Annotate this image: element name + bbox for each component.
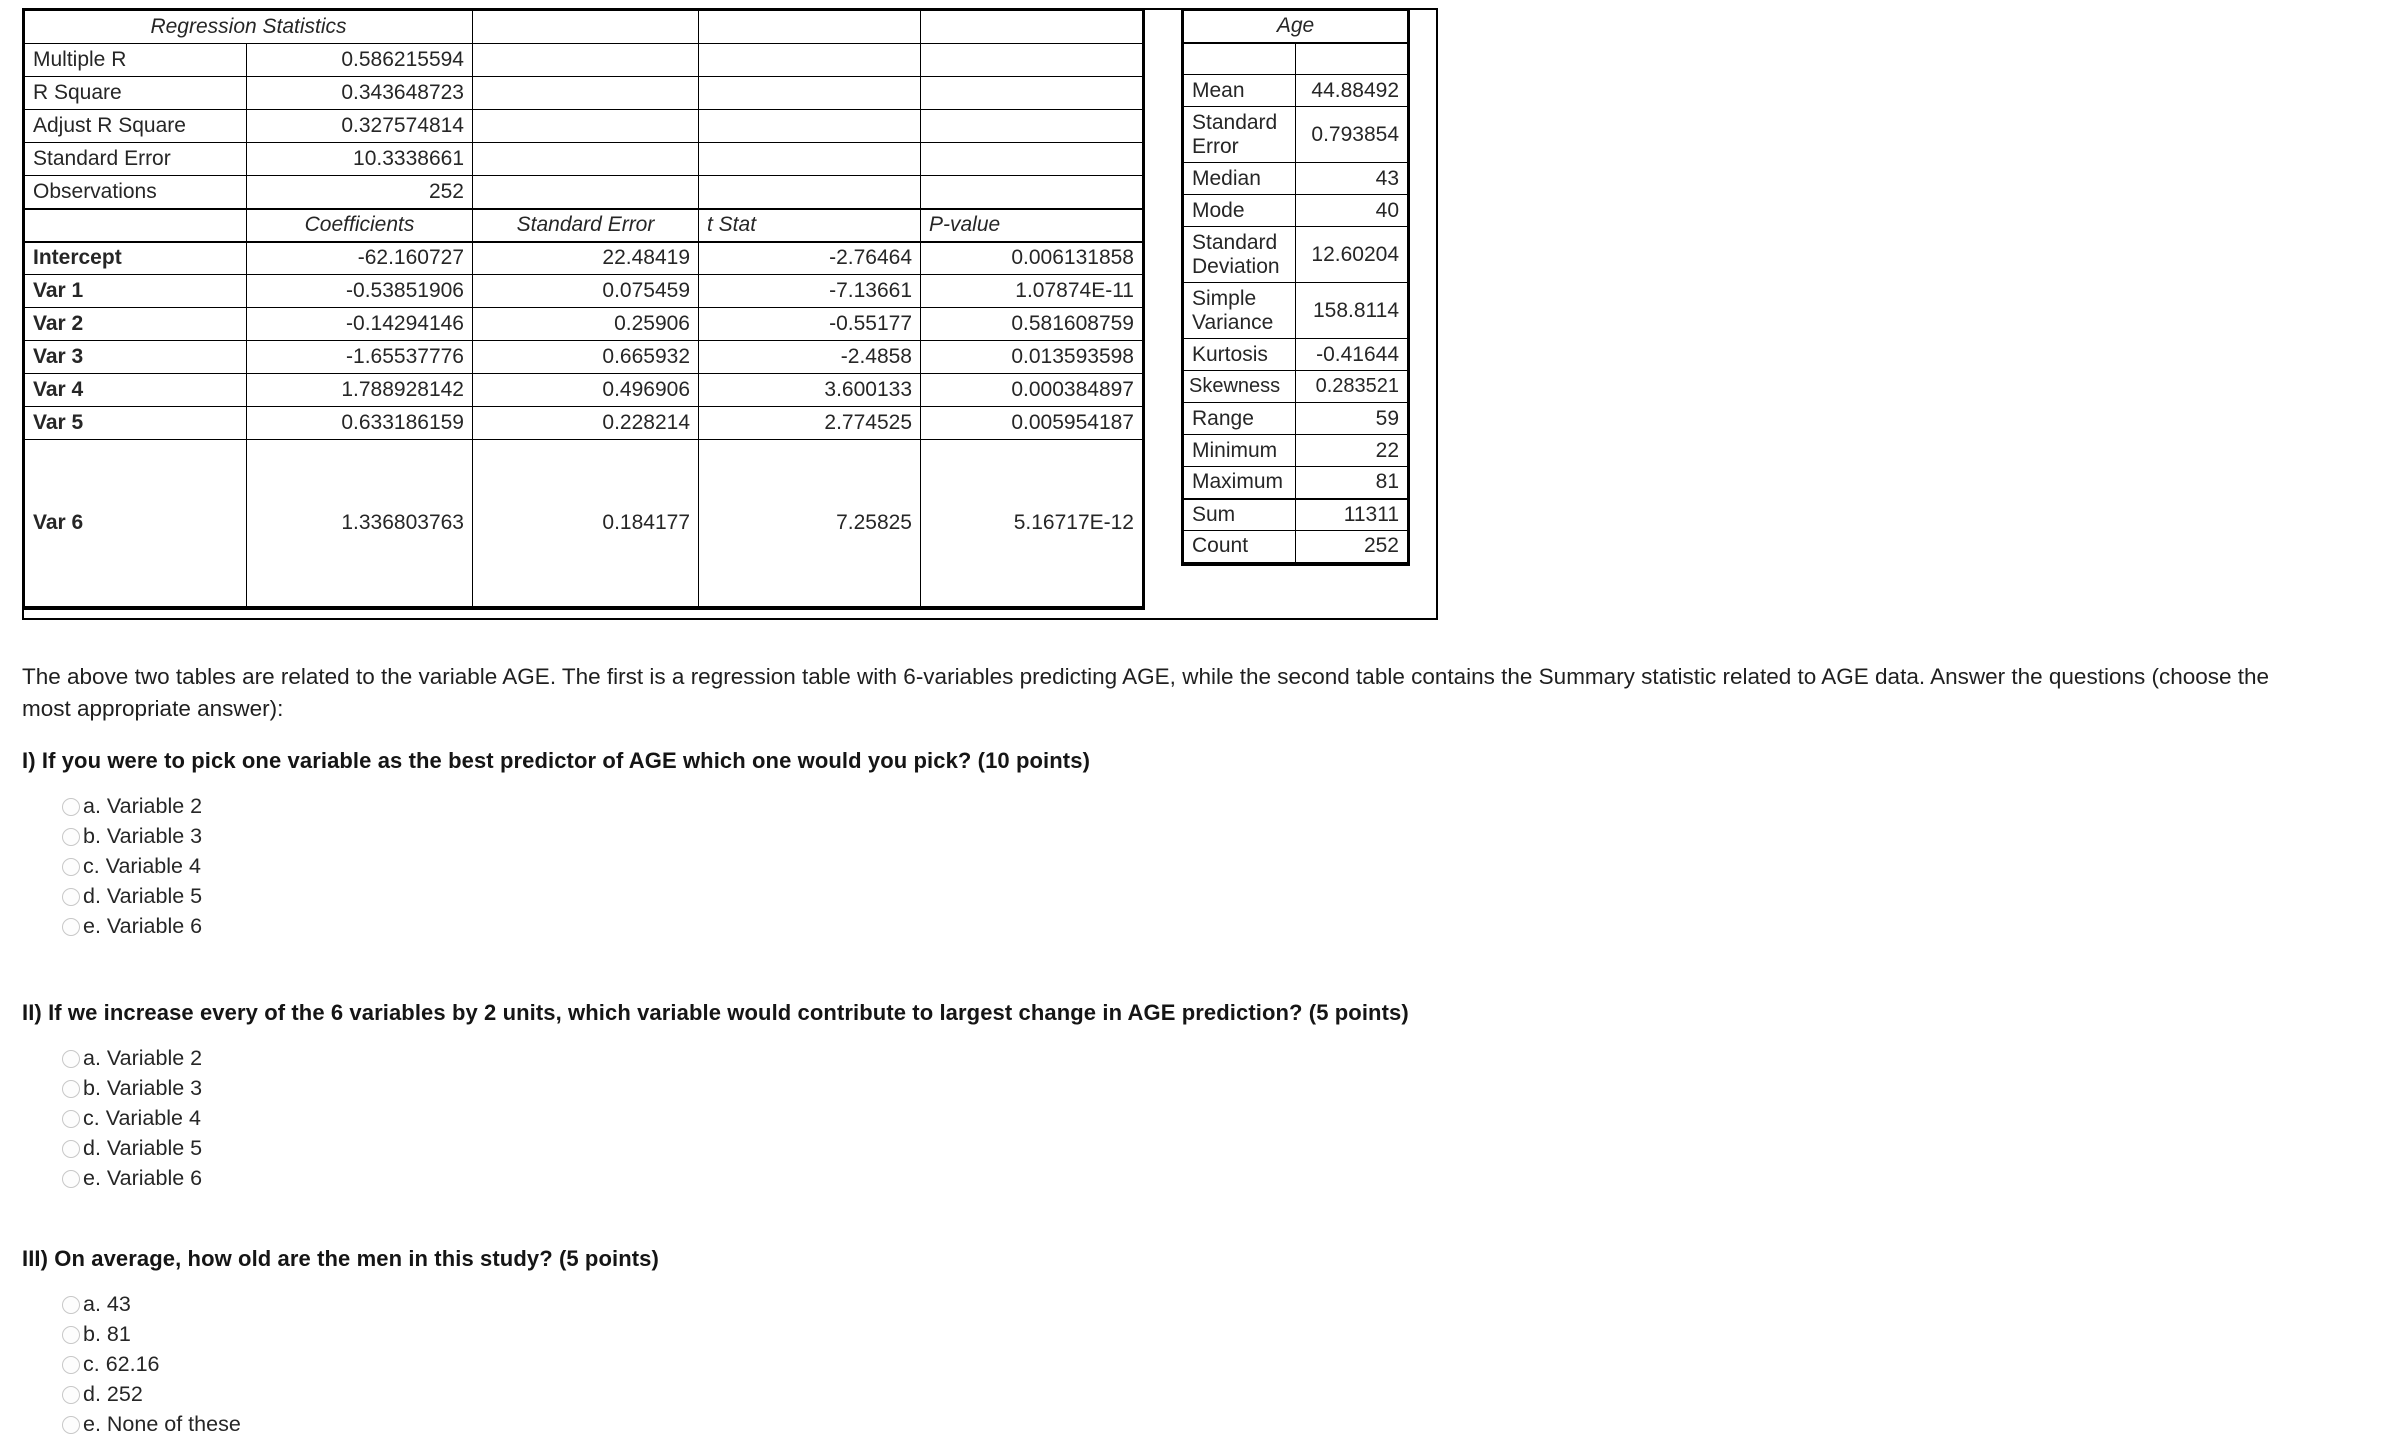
radio-button-icon[interactable]	[62, 1386, 80, 1404]
empty-cell	[699, 44, 921, 77]
option-item[interactable]	[62, 882, 2322, 912]
stat-label-line1: Standard	[1192, 230, 1278, 254]
radio-button-icon[interactable]	[62, 1326, 80, 1344]
options-list	[22, 792, 2322, 942]
option-label: e. Variable 6	[83, 914, 203, 939]
radio-button-icon[interactable]	[62, 1110, 80, 1128]
empty-cell	[473, 11, 699, 44]
option-label: b. Variable 3	[83, 824, 203, 849]
options-list	[22, 1044, 2322, 1194]
cell-t-stat: 3.600133	[699, 374, 921, 407]
table-header-row	[25, 209, 1143, 242]
question-title: III) On average, how old are the men in this study? (5 points)	[22, 1246, 659, 1271]
empty-cell	[473, 143, 699, 176]
cell-coefficient: -0.14294146	[247, 308, 473, 341]
option-label: c. 62.16	[83, 1352, 160, 1377]
table-row	[25, 44, 1143, 77]
question-block-1	[22, 748, 2322, 942]
stat-label-median: Median	[1184, 163, 1296, 195]
summary-value: 10.3338661	[247, 143, 473, 176]
cell-coefficient: -62.160727	[247, 242, 473, 275]
cell-standard-error: 0.184177	[473, 440, 699, 607]
stat-label-kurtosis: Kurtosis	[1184, 339, 1296, 371]
option-label: c. Variable 4	[83, 854, 201, 879]
radio-button-icon[interactable]	[62, 1050, 80, 1068]
cell-t-stat: 7.25825	[699, 440, 921, 607]
cell-coefficient: 1.336803763	[247, 440, 473, 607]
cell-p-value: 0.013593598	[921, 341, 1143, 374]
table-row	[25, 407, 1143, 440]
column-header-t-stat: t Stat	[699, 209, 921, 242]
radio-button-icon[interactable]	[62, 1170, 80, 1188]
cell-standard-error: 22.48419	[473, 242, 699, 275]
radio-button-icon[interactable]	[62, 1140, 80, 1158]
stat-label-skewness: Skewness	[1184, 371, 1296, 403]
option-item[interactable]	[62, 1320, 2322, 1350]
summary-label: Multiple R	[25, 44, 247, 77]
row-label: Var 2	[25, 308, 247, 341]
cell-t-stat: -7.13661	[699, 275, 921, 308]
option-item[interactable]	[62, 792, 2322, 822]
stat-value-sum: 11311	[1296, 499, 1408, 531]
summary-value: 0.586215594	[247, 44, 473, 77]
table-row	[1184, 371, 1408, 403]
stat-label-simple-variance	[1184, 283, 1296, 339]
empty-cell	[699, 11, 921, 44]
radio-button-icon[interactable]	[62, 1080, 80, 1098]
option-label: d. Variable 5	[83, 1136, 203, 1161]
summary-label: R Square	[25, 77, 247, 110]
empty-cell	[921, 44, 1143, 77]
stat-value-minimum: 22	[1296, 435, 1408, 467]
radio-button-icon[interactable]	[62, 1296, 80, 1314]
table-row	[1184, 339, 1408, 371]
cell-p-value: 0.006131858	[921, 242, 1143, 275]
cell-coefficient: -0.53851906	[247, 275, 473, 308]
question-block-3	[22, 1246, 2322, 1440]
table-row	[1184, 531, 1408, 563]
stat-label-sum: Sum	[1184, 499, 1296, 531]
empty-cell	[921, 143, 1143, 176]
age-summary-table-wrapper	[1181, 8, 1410, 566]
cell-p-value: 0.000384897	[921, 374, 1143, 407]
stat-value-skewness: 0.283521	[1296, 371, 1408, 403]
option-item[interactable]	[62, 1290, 2322, 1320]
regression-statistics-title: Regression Statistics	[25, 11, 473, 44]
table-row	[1184, 75, 1408, 107]
cell-t-stat: -0.55177	[699, 308, 921, 341]
row-label: Var 5	[25, 407, 247, 440]
cell-standard-error: 0.25906	[473, 308, 699, 341]
question-title: II) If we increase every of the 6 variables by 2 units, which variable would contribute to largest change in AGE prediction? (5 points)	[22, 1000, 1409, 1025]
table-row	[1184, 435, 1408, 467]
empty-cell	[1296, 43, 1408, 75]
option-item[interactable]	[62, 852, 2322, 882]
option-label: a. 43	[83, 1292, 131, 1317]
empty-cell	[473, 110, 699, 143]
table-row	[25, 440, 1143, 607]
option-item[interactable]	[62, 1134, 2322, 1164]
stat-label-standard-error	[1184, 107, 1296, 163]
empty-cell	[1184, 43, 1296, 75]
row-label: Intercept	[25, 242, 247, 275]
summary-value: 252	[247, 176, 473, 209]
option-label: a. Variable 2	[83, 1046, 203, 1071]
intro-paragraph: The above two tables are related to the variable AGE. The first is a regression table with 6-variables predicting AGE, while the second table contains the Summary statistic related to AGE data. Answer the questions (choose the most appropriate answer):	[22, 663, 2270, 722]
stat-value-standard-deviation: 12.60204	[1296, 227, 1408, 283]
cell-t-stat: 2.774525	[699, 407, 921, 440]
table-row	[1184, 195, 1408, 227]
row-label: Var 6	[25, 440, 247, 607]
question-block-2	[22, 1000, 2322, 1194]
table-row	[25, 374, 1143, 407]
radio-button-icon[interactable]	[62, 1356, 80, 1374]
option-item[interactable]	[62, 1074, 2322, 1104]
stat-label-minimum: Minimum	[1184, 435, 1296, 467]
cell-standard-error: 0.496906	[473, 374, 699, 407]
column-header-blank	[25, 209, 247, 242]
stat-value-maximum: 81	[1296, 467, 1408, 499]
stat-label-standard-deviation	[1184, 227, 1296, 283]
regression-table	[24, 10, 1143, 608]
option-label: d. Variable 5	[83, 884, 203, 909]
table-header-row	[1184, 11, 1408, 43]
cell-coefficient: 0.633186159	[247, 407, 473, 440]
column-header-standard-error: Standard Error	[473, 209, 699, 242]
option-item[interactable]	[62, 1104, 2322, 1134]
cell-p-value: 0.581608759	[921, 308, 1143, 341]
stat-value-standard-error: 0.793854	[1296, 107, 1408, 163]
cell-t-stat: -2.4858	[699, 341, 921, 374]
option-item[interactable]	[62, 1380, 2322, 1410]
stat-value-range: 59	[1296, 403, 1408, 435]
stat-label-line2: Variance	[1192, 310, 1274, 334]
table-row	[25, 341, 1143, 374]
empty-cell	[473, 176, 699, 209]
option-item[interactable]	[62, 912, 2322, 942]
stat-value-count: 252	[1296, 531, 1408, 563]
table-row	[25, 110, 1143, 143]
radio-button-icon[interactable]	[62, 828, 80, 846]
summary-label: Standard Error	[25, 143, 247, 176]
summary-label: Observations	[25, 176, 247, 209]
empty-cell	[699, 143, 921, 176]
stat-label-count: Count	[1184, 531, 1296, 563]
stat-label-maximum: Maximum	[1184, 467, 1296, 499]
stat-value-mean: 44.88492	[1296, 75, 1408, 107]
cell-t-stat: -2.76464	[699, 242, 921, 275]
empty-cell	[699, 77, 921, 110]
table-row	[1184, 107, 1408, 163]
summary-value: 0.343648723	[247, 77, 473, 110]
radio-button-icon[interactable]	[62, 888, 80, 906]
stat-label-line1: Standard	[1192, 110, 1278, 134]
table-row	[1184, 467, 1408, 499]
cell-p-value: 1.07874E-11	[921, 275, 1143, 308]
row-label: Var 4	[25, 374, 247, 407]
question-title: I) If you were to pick one variable as the best predictor of AGE which one would you pick? (10 points)	[22, 748, 1090, 773]
cell-standard-error: 0.665932	[473, 341, 699, 374]
stat-value-mode: 40	[1296, 195, 1408, 227]
table-row	[1184, 227, 1408, 283]
summary-value: 0.327574814	[247, 110, 473, 143]
table-row	[1184, 43, 1408, 75]
empty-cell	[921, 11, 1143, 44]
option-item[interactable]	[62, 1164, 2322, 1194]
option-label: e. Variable 6	[83, 1166, 203, 1191]
cell-standard-error: 0.075459	[473, 275, 699, 308]
table-row	[25, 143, 1143, 176]
cell-p-value: 0.005954187	[921, 407, 1143, 440]
tables-region	[0, 0, 2406, 625]
table-row	[25, 11, 1143, 44]
stat-label-line2: Error	[1192, 134, 1239, 158]
table-row	[1184, 283, 1408, 339]
row-label: Var 3	[25, 341, 247, 374]
option-item[interactable]	[62, 1350, 2322, 1380]
empty-cell	[699, 176, 921, 209]
option-label: e. None of these	[83, 1412, 241, 1437]
option-item[interactable]	[62, 1044, 2322, 1074]
column-header-p-value: P-value	[921, 209, 1143, 242]
table-row	[25, 308, 1143, 341]
stat-label-range: Range	[1184, 403, 1296, 435]
empty-cell	[921, 110, 1143, 143]
table-row	[25, 242, 1143, 275]
stat-value-simple-variance: 158.8114	[1296, 283, 1408, 339]
options-list	[22, 1290, 2322, 1440]
age-table-title: Age	[1184, 11, 1408, 43]
regression-table-wrapper	[22, 8, 1145, 610]
table-row	[25, 77, 1143, 110]
table-row	[1184, 163, 1408, 195]
table-row	[25, 176, 1143, 209]
option-label: a. Variable 2	[83, 794, 203, 819]
radio-button-icon[interactable]	[62, 858, 80, 876]
table-row	[1184, 499, 1408, 531]
column-header-coefficients: Coefficients	[247, 209, 473, 242]
age-summary-table	[1183, 10, 1408, 564]
radio-button-icon[interactable]	[62, 1416, 80, 1434]
radio-button-icon[interactable]	[62, 918, 80, 936]
radio-button-icon[interactable]	[62, 798, 80, 816]
cell-coefficient: -1.65537776	[247, 341, 473, 374]
option-label: b. 81	[83, 1322, 131, 1347]
empty-cell	[699, 110, 921, 143]
empty-cell	[473, 44, 699, 77]
stat-label-mode: Mode	[1184, 195, 1296, 227]
stat-value-median: 43	[1296, 163, 1408, 195]
empty-cell	[921, 176, 1143, 209]
option-item[interactable]	[62, 1410, 2322, 1440]
option-label: d. 252	[83, 1382, 143, 1407]
option-item[interactable]	[62, 822, 2322, 852]
empty-cell	[473, 77, 699, 110]
summary-label: Adjust R Square	[25, 110, 247, 143]
option-label: c. Variable 4	[83, 1106, 201, 1131]
cell-standard-error: 0.228214	[473, 407, 699, 440]
table-row	[25, 275, 1143, 308]
stat-value-kurtosis: -0.41644	[1296, 339, 1408, 371]
empty-cell	[921, 77, 1143, 110]
option-label: b. Variable 3	[83, 1076, 203, 1101]
stat-label-mean: Mean	[1184, 75, 1296, 107]
stat-label-line1: Simple	[1192, 286, 1257, 310]
row-label: Var 1	[25, 275, 247, 308]
table-row	[1184, 403, 1408, 435]
stat-label-line2: Deviation	[1192, 254, 1280, 278]
cell-coefficient: 1.788928142	[247, 374, 473, 407]
cell-p-value: 5.16717E-12	[921, 440, 1143, 607]
